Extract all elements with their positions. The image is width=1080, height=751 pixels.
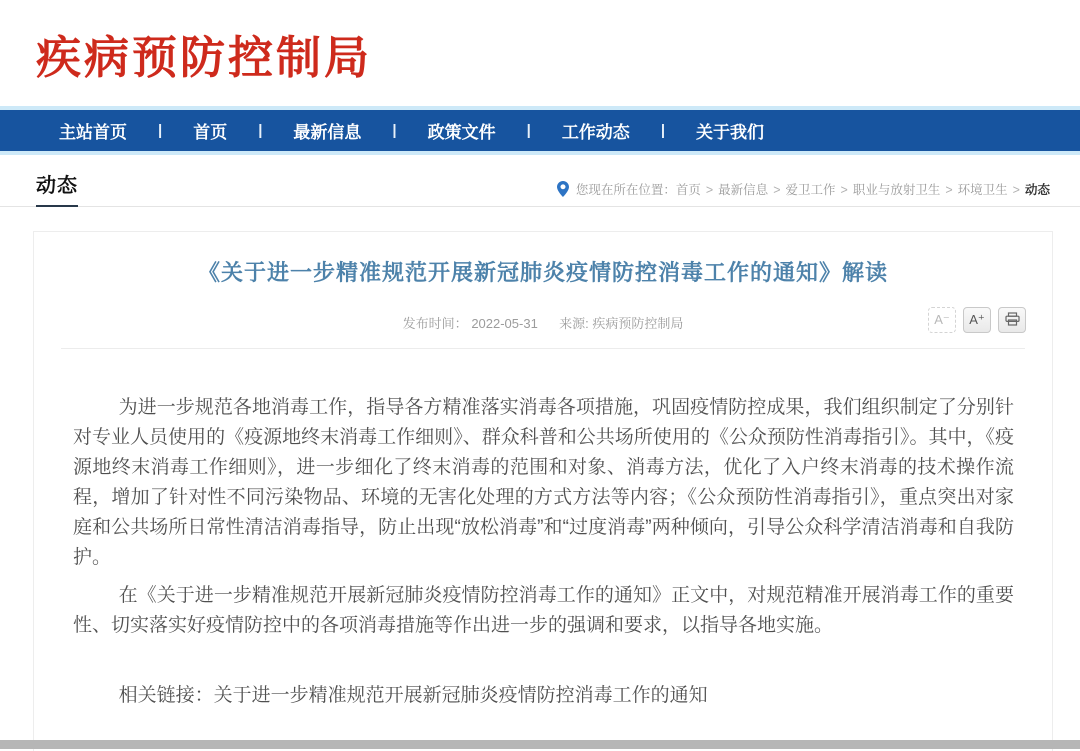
article-card (33, 231, 1053, 751)
bottom-strip (0, 740, 1080, 749)
breadcrumb (557, 180, 1050, 207)
breadcrumb-items (676, 180, 1050, 198)
nav-item-4[interactable]: 政策文件 (427, 123, 496, 142)
nav-item-6[interactable]: 关于我们 (696, 123, 765, 142)
nav-item-1[interactable]: 主站首页 (59, 123, 127, 142)
publish-date: 2022-05-31 (471, 316, 538, 331)
breadcrumb-separator: > (773, 183, 781, 197)
source-value: 疾病预防控制局 (592, 316, 684, 331)
nav-item-3[interactable]: 最新信息 (293, 123, 362, 142)
breadcrumb-separator: > (945, 183, 953, 197)
breadcrumb-separator: > (1012, 183, 1020, 197)
location-pin-icon (557, 181, 569, 197)
nav-item-5[interactable]: 工作动态 (561, 123, 630, 142)
article-meta-row (34, 313, 1052, 332)
main-nav (0, 110, 1080, 151)
nav-separator: | (660, 122, 666, 139)
article-paragraph-2: 在《关于进一步精准规范开展新冠肺炎疫情防控消毒工作的通知》正文中，对规范精准开展消毒工作的重要性、切实落实好疫情防控中的各项消毒措施等作出进一步的强调和要求，以指导各地实施。 (73, 585, 1014, 636)
related-links-label: 相关链接： (118, 685, 214, 706)
source-label: 来源: (559, 316, 589, 331)
print-button[interactable] (998, 307, 1026, 333)
nav-separator: | (258, 122, 263, 139)
nav-item-2[interactable]: 首页 (193, 123, 228, 142)
breadcrumb-separator: > (705, 183, 714, 197)
site-logo[interactable]: 疾病预防控制局 (36, 30, 373, 84)
breadcrumb-separator: > (840, 183, 848, 197)
related-link[interactable]: 关于进一步精准规范开展新冠肺炎疫情防控消毒工作的通知 (213, 685, 708, 706)
article-body (34, 349, 1052, 641)
breadcrumb-label: 您现在所在位置： (575, 183, 676, 197)
nav-separator: | (392, 122, 397, 139)
breadcrumb-link-5[interactable]: 环境卫生 (957, 183, 1008, 197)
site-header (0, 0, 1080, 106)
breadcrumb-link-4[interactable]: 职业与放射卫生 (852, 183, 941, 197)
publish-time-label: 发布时间： (402, 316, 468, 331)
section-heading: 动态 (36, 169, 78, 207)
font-decrease-button[interactable]: A⁻ (928, 307, 956, 333)
nav-divider-line (0, 151, 1080, 155)
font-increase-button[interactable]: A⁺ (963, 307, 991, 333)
breadcrumb-link-2[interactable]: 最新信息 (718, 183, 769, 197)
article-title: 《关于进一步精准规范开展新冠肺炎疫情防控消毒工作的通知》解读 (197, 260, 888, 285)
printer-icon (1005, 312, 1020, 329)
article-tools (928, 307, 1026, 333)
nav-separator: | (158, 122, 163, 139)
breadcrumb-current: 动态 (1024, 183, 1050, 197)
related-links-row (73, 681, 1014, 711)
breadcrumb-link-1[interactable]: 首页 (675, 183, 701, 197)
breadcrumb-link-3[interactable]: 爱卫工作 (785, 183, 836, 197)
section-breadcrumb-row (0, 175, 1080, 207)
article-paragraph-1: 为进一步规范各地消毒工作，指导各方精准落实消毒各项措施，巩固疫情防控成果，我们组织制定了分别针对专业人员使用的《疫源地终末消毒工作细则》、群众科普和公共场所使用的《公众预防性消毒指引》。其中，《疫源地终末消毒工作细则》，进一步细化了终末消毒的范围和对象、消毒方法，优化了入户终末消毒的技术操作流程，增加了针对性不同污染物品、环境的无害化处理的方式方法等内容；《公众预防性消毒指引》，重点突出对家庭和公共场所日常性清洁消毒指导，防止出现“放松消毒”和“过度消毒”两种倾向，引导公众科学清洁消毒和自我防护。 (73, 397, 1014, 568)
nav-separator: | (526, 122, 531, 139)
